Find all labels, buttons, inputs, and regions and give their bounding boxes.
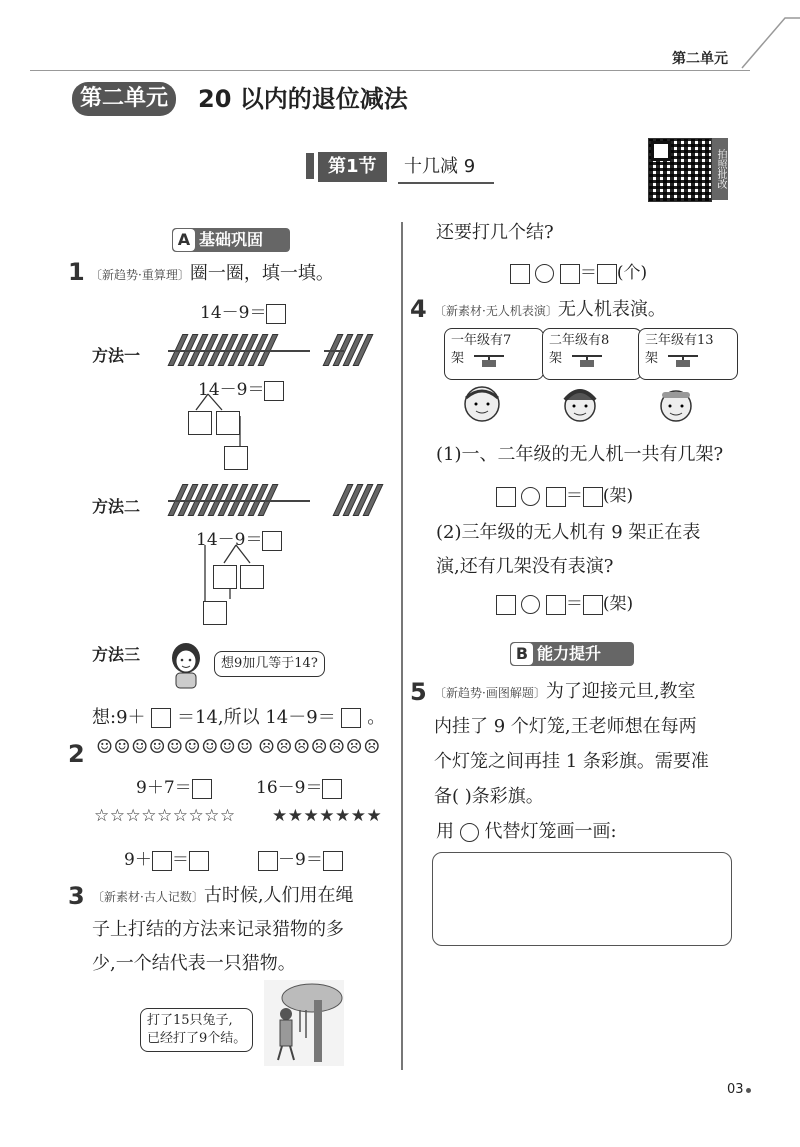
q4-number: 4 bbox=[410, 295, 427, 323]
q2-eq4-box2[interactable] bbox=[323, 851, 343, 871]
q1-eq-m2-text: 14－9＝ bbox=[196, 530, 263, 550]
q4-b2-line1: 二年级有8 bbox=[549, 333, 610, 348]
q1-think-a: 想:9＋ bbox=[92, 707, 146, 728]
q1-eq-m1-text: 14－9＝ bbox=[198, 380, 265, 400]
q1-think-box1[interactable] bbox=[151, 708, 171, 728]
q3-bubble-line1: 打了15只兔子, bbox=[147, 1013, 233, 1028]
q1-text: 圈一圈，填一填。 bbox=[189, 263, 334, 284]
partA-title: 基础巩固 bbox=[199, 230, 264, 249]
q5-line1-text: 为了迎接元旦,教室 bbox=[545, 681, 696, 702]
corner-decoration bbox=[740, 10, 800, 70]
q2-eq3-a: 9＋ bbox=[124, 850, 152, 870]
q2-equation2 bbox=[256, 773, 342, 799]
q2-frowning-faces: ☹☹☹☹☹☹☹ bbox=[258, 736, 381, 758]
q2-eq2-box[interactable] bbox=[322, 779, 342, 799]
q1-answer-box-top[interactable] bbox=[266, 304, 286, 324]
header-rule bbox=[30, 70, 750, 71]
q5-line2: 内挂了 9 个灯笼,王老师想在每两 bbox=[434, 716, 697, 737]
q5-number: 5 bbox=[410, 678, 427, 706]
q4-part1-answer-row bbox=[496, 481, 633, 507]
q1-method1-label: 方法一 bbox=[92, 346, 141, 365]
partB-letter: B bbox=[511, 643, 533, 665]
lantern-circle-icon bbox=[460, 823, 479, 842]
q4-part2-answer-row bbox=[496, 589, 633, 615]
partB-title: 能力提升 bbox=[537, 644, 602, 663]
q4-p1-box2[interactable] bbox=[546, 487, 566, 507]
q3-line3: 少,一个结代表一只猎物。 bbox=[92, 953, 296, 974]
partB-heading bbox=[510, 642, 634, 666]
q1-m1-result-box[interactable] bbox=[224, 446, 248, 470]
partA-letter: A bbox=[173, 229, 195, 251]
q1-think-line bbox=[92, 700, 385, 736]
q1-m1-answer-box[interactable] bbox=[264, 381, 284, 401]
q4-p2-box3[interactable] bbox=[583, 595, 603, 615]
q1-method2-sticks-group2 bbox=[340, 484, 380, 520]
q3-continue-question: 还要打几个结? bbox=[436, 222, 554, 243]
q4-part2-line2: 演,还有几架没有表演? bbox=[436, 556, 614, 577]
q4-p1-unit: (架) bbox=[602, 486, 634, 506]
q1-method1-strike2 bbox=[324, 350, 344, 352]
q3-unit: (个) bbox=[616, 263, 648, 283]
q5-line4: 备( )条彩旗。 bbox=[434, 786, 544, 807]
partA-heading bbox=[172, 228, 290, 252]
q1-think-box2[interactable] bbox=[341, 708, 361, 728]
q4-p2-unit: (架) bbox=[602, 594, 634, 614]
q4-p1-box3[interactable] bbox=[583, 487, 603, 507]
q3-eq-sign: ＝ bbox=[579, 263, 597, 283]
q1-equation-top bbox=[200, 298, 286, 324]
q1-method1-sticks-group2 bbox=[330, 334, 370, 370]
page-number-dot bbox=[746, 1088, 751, 1093]
q2-eq4-box1[interactable] bbox=[258, 851, 278, 871]
q1-line bbox=[90, 256, 334, 292]
q2-filled-stars: ★★★★★★★ bbox=[272, 806, 383, 826]
q4-line bbox=[434, 292, 666, 328]
section-marker bbox=[306, 153, 314, 179]
q4-b1-line1: 一年级有7 bbox=[451, 333, 512, 348]
drone-icon bbox=[666, 352, 700, 370]
q5-drawing-area[interactable] bbox=[432, 852, 732, 946]
q4-text: 无人机表演。 bbox=[557, 299, 666, 320]
q1-method2-strike bbox=[168, 500, 310, 502]
q2-eq1-box[interactable] bbox=[192, 779, 212, 799]
q1-think-c: 。 bbox=[367, 707, 386, 728]
q4-p1-box1[interactable] bbox=[496, 487, 516, 507]
unit-title: 20 以内的退位减法 bbox=[198, 85, 408, 113]
q5-line1 bbox=[434, 674, 696, 710]
q1-think-b: ＝14,所以 14－9＝ bbox=[177, 707, 336, 728]
unit-badge: 第二单元 bbox=[72, 82, 176, 116]
page-number: 03 bbox=[727, 1082, 744, 1097]
q5-draw-b: 代替灯笼画一画: bbox=[484, 821, 617, 842]
qr-label: 拍照批改 bbox=[712, 138, 728, 200]
q3-line1 bbox=[92, 878, 354, 914]
q4-p2-eq-sign: ＝ bbox=[565, 594, 583, 614]
q3-speech-bubble bbox=[140, 1008, 253, 1052]
q3-operator-circle[interactable] bbox=[535, 264, 554, 283]
q1-method1-sticks-group1 bbox=[175, 334, 275, 370]
q2-equation1 bbox=[136, 773, 212, 799]
q4-part1: (1)一、二年级的无人机一共有几架? bbox=[436, 444, 724, 465]
section-title: 十几减 9 bbox=[398, 152, 494, 184]
hunter-tree-illustration bbox=[264, 980, 344, 1066]
q3-line2: 子上打结的方法来记录猎物的多 bbox=[92, 919, 344, 940]
q5-draw-a: 用 bbox=[436, 821, 454, 842]
q1-m1-split-box-right[interactable] bbox=[216, 411, 240, 435]
q4-b1-line2: 架 bbox=[451, 351, 465, 366]
q5-line3: 个灯笼之间再挂 1 条彩旗。需要准 bbox=[434, 751, 709, 772]
q5-tag: 〔新趋势·画图解题〕 bbox=[434, 686, 546, 700]
q1-number: 1 bbox=[68, 258, 85, 286]
q2-eq1-text: 9＋7＝ bbox=[136, 778, 192, 798]
q1-method2-sticks-group1 bbox=[175, 484, 275, 520]
q4-p1-operator-circle[interactable] bbox=[521, 487, 540, 506]
q3-box2[interactable] bbox=[560, 264, 580, 284]
q1-m2-split-box-right[interactable] bbox=[240, 565, 264, 589]
q4-b3-line2: 架 bbox=[645, 351, 659, 366]
drone-icon bbox=[472, 352, 506, 370]
q1-method3-label: 方法三 bbox=[92, 645, 141, 664]
child-face-icon bbox=[656, 384, 696, 424]
q1-m2-split-box-left[interactable] bbox=[213, 565, 237, 589]
header-unit-label: 第二单元 bbox=[672, 51, 728, 67]
q5-draw-instruction bbox=[436, 814, 617, 850]
q4-p2-box1[interactable] bbox=[496, 595, 516, 615]
q2-eq3-box2[interactable] bbox=[189, 851, 209, 871]
q1-m2-result-box[interactable] bbox=[203, 601, 227, 625]
q1-eq-top-text: 14－9＝ bbox=[200, 303, 267, 323]
q1-m1-split-box-left[interactable] bbox=[188, 411, 212, 435]
q3-tag: 〔新素材·古人记数〕 bbox=[92, 890, 204, 904]
qr-finder bbox=[651, 141, 671, 161]
q3-box1[interactable] bbox=[510, 264, 530, 284]
q1-method1-strike bbox=[168, 350, 310, 352]
q3-bubble-line2: 已经打了9个结。 bbox=[147, 1031, 247, 1046]
q1-method2-label: 方法二 bbox=[92, 497, 141, 516]
q2-eq3-box1[interactable] bbox=[152, 851, 172, 871]
q2-eq4-text: －9＝ bbox=[278, 850, 323, 870]
column-divider bbox=[401, 222, 403, 1070]
q3-box3[interactable] bbox=[597, 264, 617, 284]
q4-p2-operator-circle[interactable] bbox=[521, 595, 540, 614]
q3-line1-text: 古时候,人们用在绳 bbox=[203, 885, 354, 906]
q2-eq2-text: 16－9＝ bbox=[256, 778, 323, 798]
q4-b3-line1: 三年级有13 bbox=[645, 333, 714, 348]
drone-icon bbox=[570, 352, 604, 370]
girl-thinking-illustration bbox=[166, 640, 210, 690]
q2-equation4 bbox=[258, 845, 343, 871]
q3-number: 3 bbox=[68, 882, 85, 910]
child-face-icon bbox=[462, 384, 502, 424]
q2-eq3-b: ＝ bbox=[171, 850, 189, 870]
q4-part2-line1: (2)三年级的无人机有 9 架正在表 bbox=[436, 522, 701, 543]
q2-number: 2 bbox=[68, 740, 85, 768]
q4-b2-line2: 架 bbox=[549, 351, 563, 366]
q1-thought-bubble: 想9加几等于14? bbox=[214, 651, 325, 677]
section-badge: 第1节 bbox=[318, 152, 387, 182]
q4-p1-eq-sign: ＝ bbox=[565, 486, 583, 506]
q3-answer-row bbox=[510, 258, 647, 284]
q4-tag: 〔新素材·无人机表演〕 bbox=[434, 304, 558, 318]
q4-p2-box2[interactable] bbox=[546, 595, 566, 615]
child-face-icon bbox=[560, 384, 600, 424]
q2-equation3 bbox=[124, 845, 209, 871]
q2-smiley-faces: ☺☺☺☺☺☺☺☺☺ bbox=[96, 736, 254, 758]
q2-hollow-stars: ☆☆☆☆☆☆☆☆☆ bbox=[94, 806, 236, 826]
q1-tag: 〔新趋势·重算理〕 bbox=[90, 268, 190, 282]
